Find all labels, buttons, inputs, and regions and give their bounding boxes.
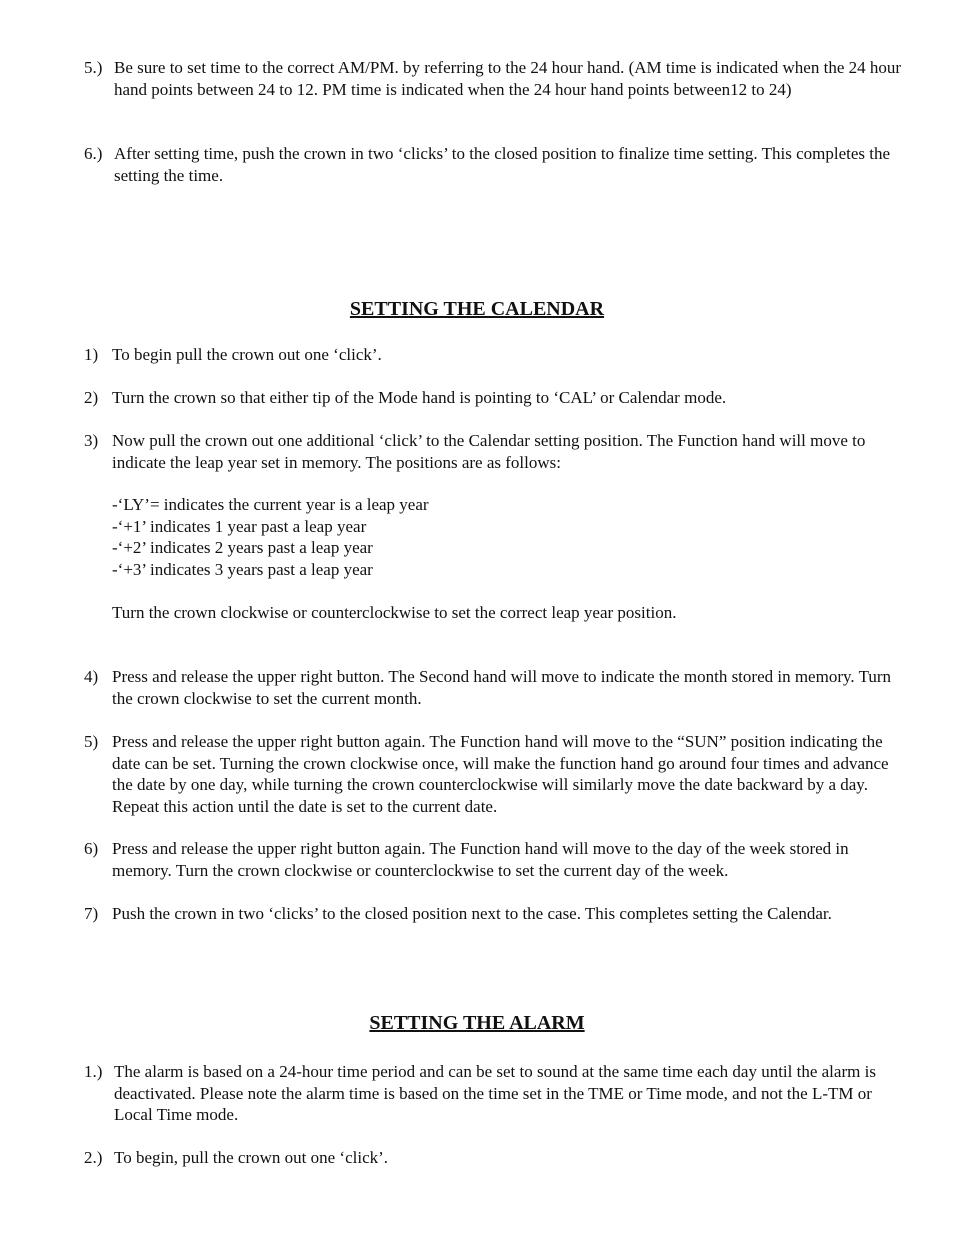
step-number: 3) xyxy=(84,431,99,450)
step-text: Push the crown in two ‘clicks’ to the closed position next to the case. This completes setting the Calendar. xyxy=(112,904,832,923)
step-number: 1.) xyxy=(84,1062,103,1081)
step-text: The alarm is based on a 24-hour time period and can be set to sound at the same time each day until the alarm is deactivated. Please note the alarm time is based on the time set in the TME or Time mode, and not the L-TM or Local Time mode. xyxy=(114,1062,876,1125)
step-text: Be sure to set time to the correct AM/PM. by referring to the 24 hour hand. (AM time is indicated when the 24 hour hand points between 24 to 12. PM time is indicated when the 24 hour hand points between12 to 24) xyxy=(114,58,902,99)
step-text: Press and release the upper right button again. The Function hand will move to the day of the week stored in memory. Turn the crown clockwise or counterclockwise to set the current day of the week. xyxy=(112,839,849,880)
step-number: 2) xyxy=(84,388,99,407)
alarm-heading: SETTING THE ALARM xyxy=(369,1012,585,1034)
step-text: Turn the crown so that either tip of the Mode hand is pointing to ‘CAL’ or Calendar mode. xyxy=(112,388,727,407)
step-number: 5) xyxy=(84,732,99,751)
calendar-step-6 xyxy=(84,838,902,881)
leap-year-instruction: Turn the crown clockwise or counterclockwise to set the correct leap year position. xyxy=(112,603,677,622)
step-text: Press and release the upper right button again. The Function hand will move to the “SUN” position indicating the date can be set. Turning the crown clockwise once, will make the function hand go around four times and advance the date by one day, while turning the crown counterclockwise will similarly move the date backward by a day. Repeat this action until the date is set to the current date. xyxy=(112,732,889,816)
calendar-step-2 xyxy=(84,387,902,409)
step-number: 4) xyxy=(84,667,99,686)
time-step-6 xyxy=(84,143,902,186)
leap-position-ly: -‘LY’= indicates the current year is a leap year xyxy=(112,495,429,514)
step-number: 5.) xyxy=(84,58,103,77)
step-text: To begin, pull the crown out one ‘click’. xyxy=(114,1148,389,1167)
leap-position-plus2: -‘+2’ indicates 2 years past a leap year xyxy=(112,538,373,558)
step-number: 1) xyxy=(84,345,99,364)
alarm-step-1 xyxy=(84,1061,902,1126)
step-text: After setting time, push the crown in two ‘clicks’ to the closed position to finalize time setting. This completes the setting the time. xyxy=(114,144,891,185)
time-step-5 xyxy=(84,57,902,100)
step-number: 7) xyxy=(84,904,99,923)
leap-year-positions xyxy=(112,494,902,580)
step-number: 2.) xyxy=(84,1148,103,1167)
step-number: 6.) xyxy=(84,144,103,163)
step-text: To begin pull the crown out one ‘click’. xyxy=(112,345,382,364)
leap-position-plus1: -‘+1’ indicates 1 year past a leap year xyxy=(112,516,367,536)
calendar-step-3 xyxy=(84,430,902,473)
calendar-heading: SETTING THE CALENDAR xyxy=(349,298,605,320)
step-text: Now pull the crown out one additional ‘click’ to the Calendar setting position. The Function hand will move to indicate the leap year set in memory. The positions are as follows: xyxy=(112,431,866,472)
calendar-step-7 xyxy=(84,903,902,925)
leap-position-plus3: -‘+3’ indicates 3 years past a leap year xyxy=(112,559,373,579)
calendar-step-5 xyxy=(84,731,902,817)
calendar-step-1 xyxy=(84,344,902,366)
step-number: 6) xyxy=(84,839,99,858)
step-text: Press and release the upper right button. The Second hand will move to indicate the month stored in memory. Turn the crown clockwise to set the current month. xyxy=(112,667,892,708)
calendar-step-4 xyxy=(84,666,902,709)
alarm-step-2 xyxy=(84,1147,902,1169)
